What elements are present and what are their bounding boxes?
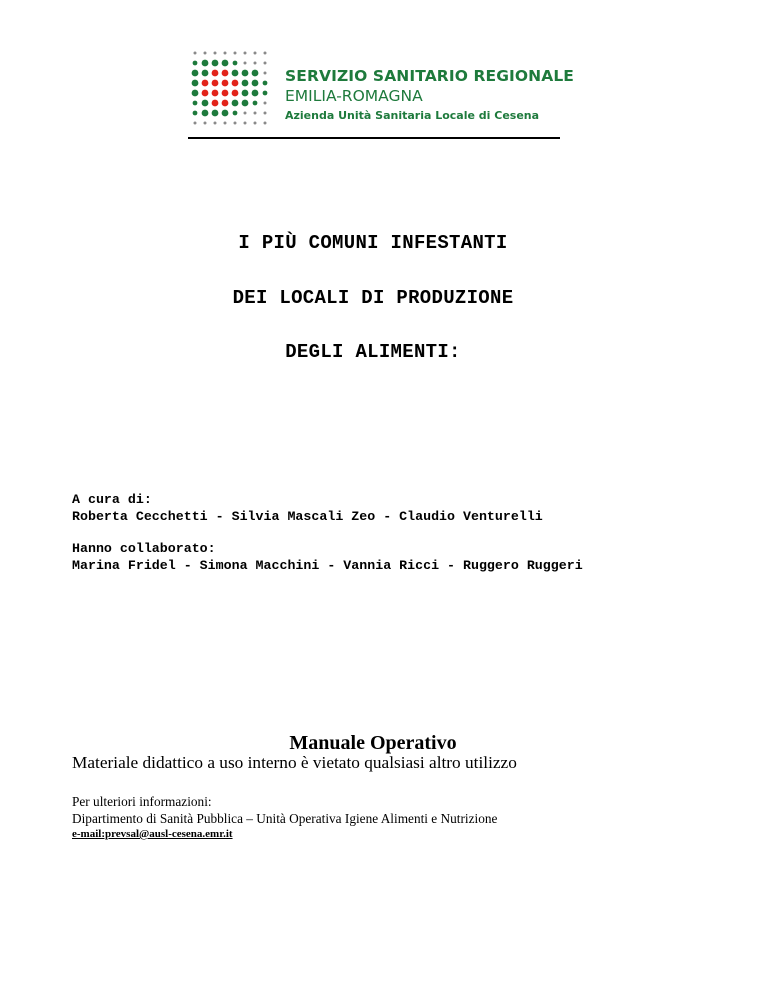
logo-dot <box>254 122 257 125</box>
logo-dot <box>264 52 267 55</box>
editors-label: A cura di: <box>72 492 152 507</box>
logo-dot <box>193 111 198 116</box>
logo-dot <box>222 90 229 97</box>
logo-dot <box>264 112 267 115</box>
logo-dot <box>233 61 238 66</box>
logo-dot <box>202 90 209 97</box>
logo-dot <box>212 60 219 67</box>
logo-dot <box>254 52 257 55</box>
logo-dot <box>214 122 217 125</box>
logo-service-name: SERVIZIO SANITARIO REGIONALE <box>285 67 574 85</box>
logo-dot <box>234 52 237 55</box>
logo-dot <box>224 52 227 55</box>
logo-dot <box>232 80 239 87</box>
title-line-3: DEGLI ALIMENTI: <box>285 341 461 363</box>
logo-dot <box>264 72 267 75</box>
logo-dot <box>252 90 259 97</box>
logo-dot <box>242 70 249 77</box>
logo-dot <box>222 110 229 117</box>
editors-names: Roberta Cecchetti - Silvia Mascali Zeo - Claudio Venturelli <box>72 509 543 524</box>
logo-dot <box>193 101 198 106</box>
logo-dot <box>263 91 268 96</box>
logo-dot <box>264 102 267 105</box>
logo-dot <box>202 70 209 77</box>
logo-dot <box>212 110 219 117</box>
logo-divider <box>188 137 560 139</box>
logo-dot <box>194 122 197 125</box>
logo-dot <box>263 81 268 86</box>
logo-dot <box>212 90 219 97</box>
logo-dot <box>222 100 229 107</box>
logo-dot <box>254 62 257 65</box>
logo-agency-name: Azienda Unità Sanitaria Locale di Cesena <box>285 109 540 122</box>
logo-dot <box>192 70 199 77</box>
logo-dot <box>242 100 249 107</box>
logo-dot <box>202 60 209 67</box>
logo-text <box>285 66 574 124</box>
logo-dot <box>252 80 259 87</box>
logo-dot <box>202 100 209 107</box>
email-link[interactable]: e-mail:prevsal@ausl-cesena.emr.it <box>72 828 233 840</box>
title-line-1: I PIÙ COMUNI INFESTANTI <box>238 232 508 254</box>
logo-dot <box>232 90 239 97</box>
dot-grid-emblem <box>190 48 270 128</box>
logo-dot <box>212 100 219 107</box>
logo-dot <box>232 100 239 107</box>
logo-dot <box>192 80 199 87</box>
logo-dot <box>244 62 247 65</box>
logo-dot <box>232 70 239 77</box>
logo-region-name: EMILIA-ROMAGNA <box>285 87 423 105</box>
logo-dot <box>253 101 258 106</box>
logo-dot <box>224 122 227 125</box>
logo <box>188 48 574 140</box>
logo-dot <box>252 70 259 77</box>
info-label: Per ulteriori informazioni: <box>72 794 212 809</box>
logo-dot <box>192 90 199 97</box>
logo-dot <box>202 110 209 117</box>
logo-dot <box>222 70 229 77</box>
manual-title: Manuale Operativo <box>289 732 457 754</box>
logo-dot <box>214 52 217 55</box>
logo-dot <box>244 122 247 125</box>
logo-dot <box>234 122 237 125</box>
logo-dot <box>212 80 219 87</box>
logo-dot <box>254 112 257 115</box>
collaborators-block <box>72 540 583 574</box>
logo-dot <box>204 122 207 125</box>
logo-dot <box>222 80 229 87</box>
logo-dot <box>244 52 247 55</box>
logo-dot <box>212 70 219 77</box>
department-name: Dipartimento di Sanità Pubblica – Unità Operativa Igiene Alimenti e Nutrizione <box>72 811 498 826</box>
logo-dot <box>193 61 198 66</box>
editors-block <box>72 491 543 525</box>
logo-dot <box>264 62 267 65</box>
logo-dot <box>233 111 238 116</box>
collaborators-names: Marina Fridel - Simona Macchini - Vannia Ricci - Ruggero Ruggeri <box>72 558 583 573</box>
logo-dot <box>264 122 267 125</box>
logo-dot <box>244 112 247 115</box>
manual-subtitle: Materiale didattico a uso interno è vietato qualsiasi altro utilizzo <box>72 753 517 772</box>
collaborators-label: Hanno collaborato: <box>72 541 216 556</box>
logo-dot <box>204 52 207 55</box>
logo-dot <box>194 52 197 55</box>
contact-info <box>72 793 497 842</box>
logo-dot <box>242 90 249 97</box>
logo-dot <box>242 80 249 87</box>
logo-dot <box>202 80 209 87</box>
logo-dot <box>222 60 229 67</box>
title-line-2: DEI LOCALI DI PRODUZIONE <box>232 287 514 309</box>
